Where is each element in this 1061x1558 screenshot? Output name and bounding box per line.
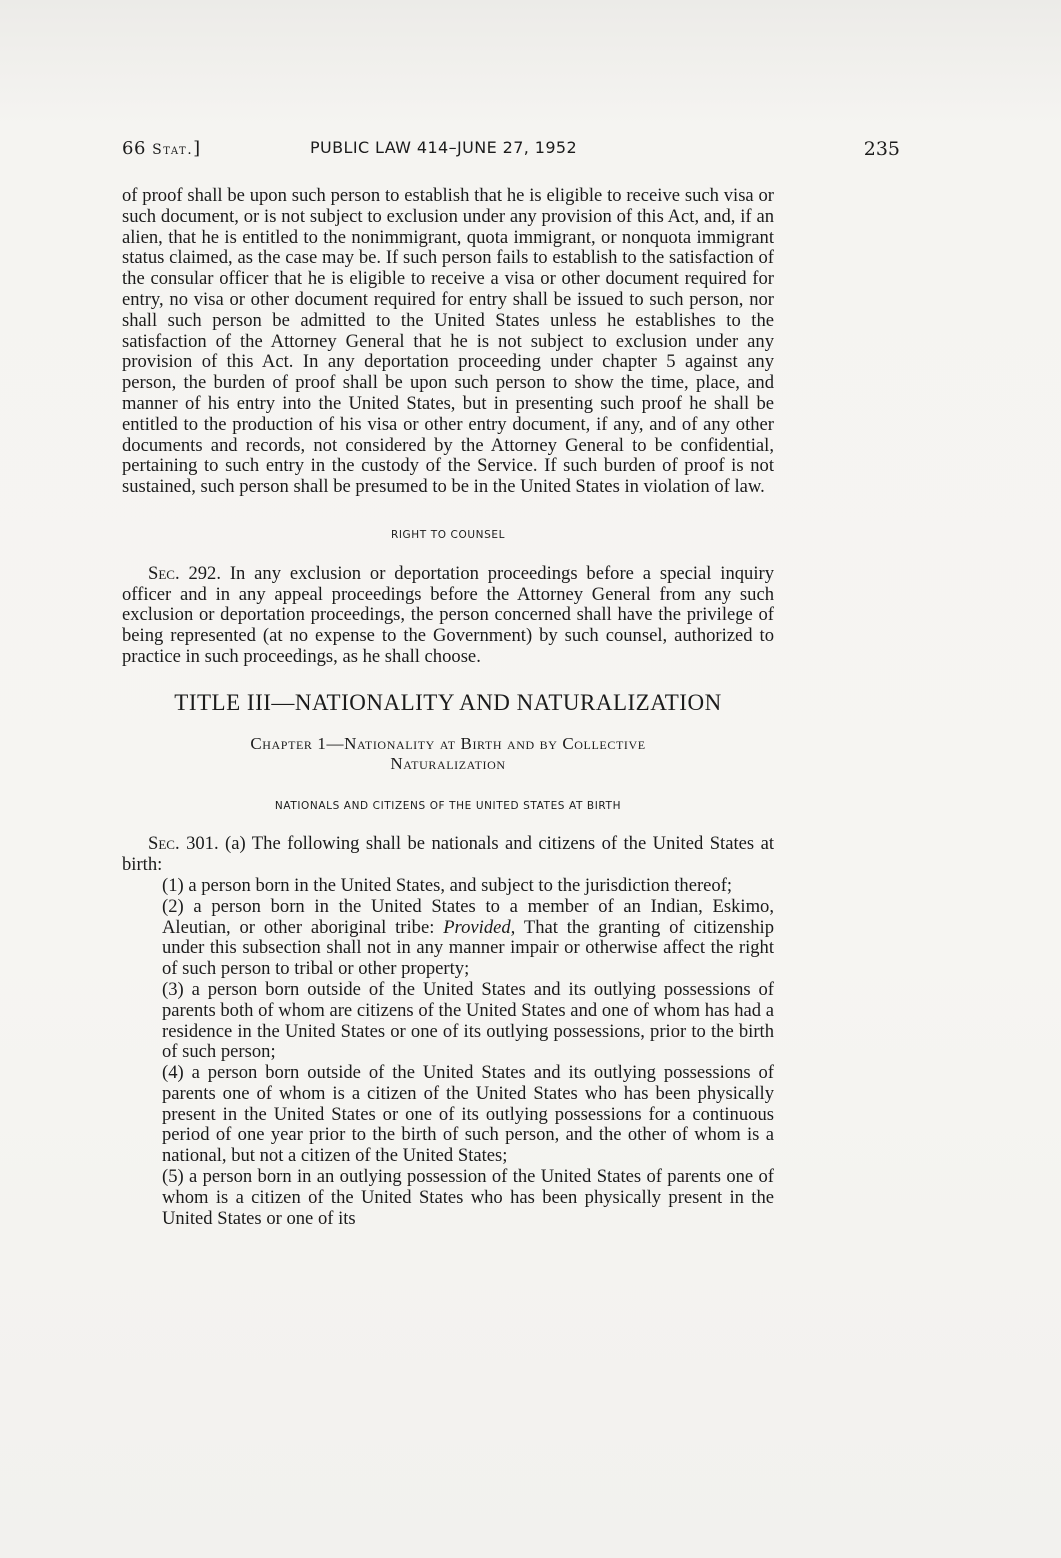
list-item: (3) a person born outside of the United States and its outlying possessions of parents both of whom are citizens of the United States and one of whom has had a residence in the United States or one of its outlying possessions, prior to the birth of such person; <box>162 978 774 1063</box>
volume-number: 66 <box>122 138 146 159</box>
page-body <box>122 186 774 1229</box>
list-item: (5) a person born in an outlying possession of the United States of parents one of whom is a citizen of the United States who has been physically present in the United States or one of its <box>162 1166 774 1229</box>
title-iii-heading: TITLE III—NATIONALITY AND NATURALIZATION <box>174 689 722 715</box>
nationals-heading: NATIONALS AND CITIZENS OF THE UNITED STATES AT BIRTH <box>274 799 622 812</box>
list-item: (4) a person born outside of the United States and its outlying possessions of parents one of whom is a citizen of the United States who has been physically present in the United States or one of its outlying possessions for a continuous period of one year prior to the birth of such person, and the other of whom is a national, but not a citizen of the United States; <box>162 1062 774 1167</box>
chapter-heading-line1: Chapter 1—Nationality at Birth and by Collective <box>250 733 646 753</box>
section-292 <box>122 564 774 668</box>
continued-paragraph: of proof shall be upon such person to establish that he is eligible to receive such visa or such document, or is not subject to exclusion under any provision of this Act, and, if an alien, that he is entitled to the nonimmigrant, quota immigrant, or nonquota immigrant status claimed, as the case may be. If such person fails to establish to the satisfaction of the consular officer that he is eligible to receive a visa or other document required for entry, no visa or other document required for entry shall be issued to such person, nor shall such person be admitted to the United States unless he establishes to the satisfaction of the Attorney General that he is not subject to exclusion under any provision of this Act. In any deportation proceeding under chapter 5 against any person, the burden of proof shall be upon such person to show the time, place, and manner of his entry into the United States, but in presenting such proof he shall be entitled to the production of his visa or other entry document, if any, and of any other documents and records, not considered by the Attorney General to be confidential, pertaining to such entry in the custody of the Service. If such burden of proof is not sustained, such person shall be presumed to be in the United States in violation of law. <box>122 185 774 498</box>
list-item-text: That the granting of citizenship under this subsection shall not in any manner impair or otherwise affect the right of such person to tribal or other property; <box>162 916 774 980</box>
section-301-intro <box>122 834 774 876</box>
volume-label: Stat. <box>152 142 194 158</box>
page-header <box>122 138 900 166</box>
list-item <box>122 897 774 980</box>
public-law-title: PUBLIC LAW 414–JUNE 27, 1952 <box>310 138 578 157</box>
sec-label: Sec. <box>148 833 180 855</box>
list-item: (1) a person born in the United States, and subject to the jurisdiction thereof; <box>162 874 733 896</box>
page-number: 235 <box>863 138 900 160</box>
bracket: ] <box>193 138 201 159</box>
provided-italic: Provided, <box>443 916 516 938</box>
list-item-text: (2) a person born in the United States to a member of an Indian, Eskimo, Aleutian, or other aboriginal tribe: <box>162 895 774 938</box>
section-292-text: 292. In any exclusion or deportation proceedings before a special inquiry officer and in any appeal proceedings before the Attorney General from any such exclusion or deportation proceedings, the person concerned shall have the privilege of being represented (at no expense to the Government) by such counsel, authorized to practice in such proceedings, as he shall choose. <box>122 562 774 667</box>
chapter-heading-line2: Naturalization <box>390 753 506 773</box>
sec-label: Sec. <box>148 562 180 584</box>
volume-citation <box>122 138 201 159</box>
section-301-intro-text: 301. (a) The following shall be nationals and citizens of the United States at birth: <box>122 833 774 876</box>
right-to-counsel-heading: RIGHT TO COUNSEL <box>390 528 506 541</box>
